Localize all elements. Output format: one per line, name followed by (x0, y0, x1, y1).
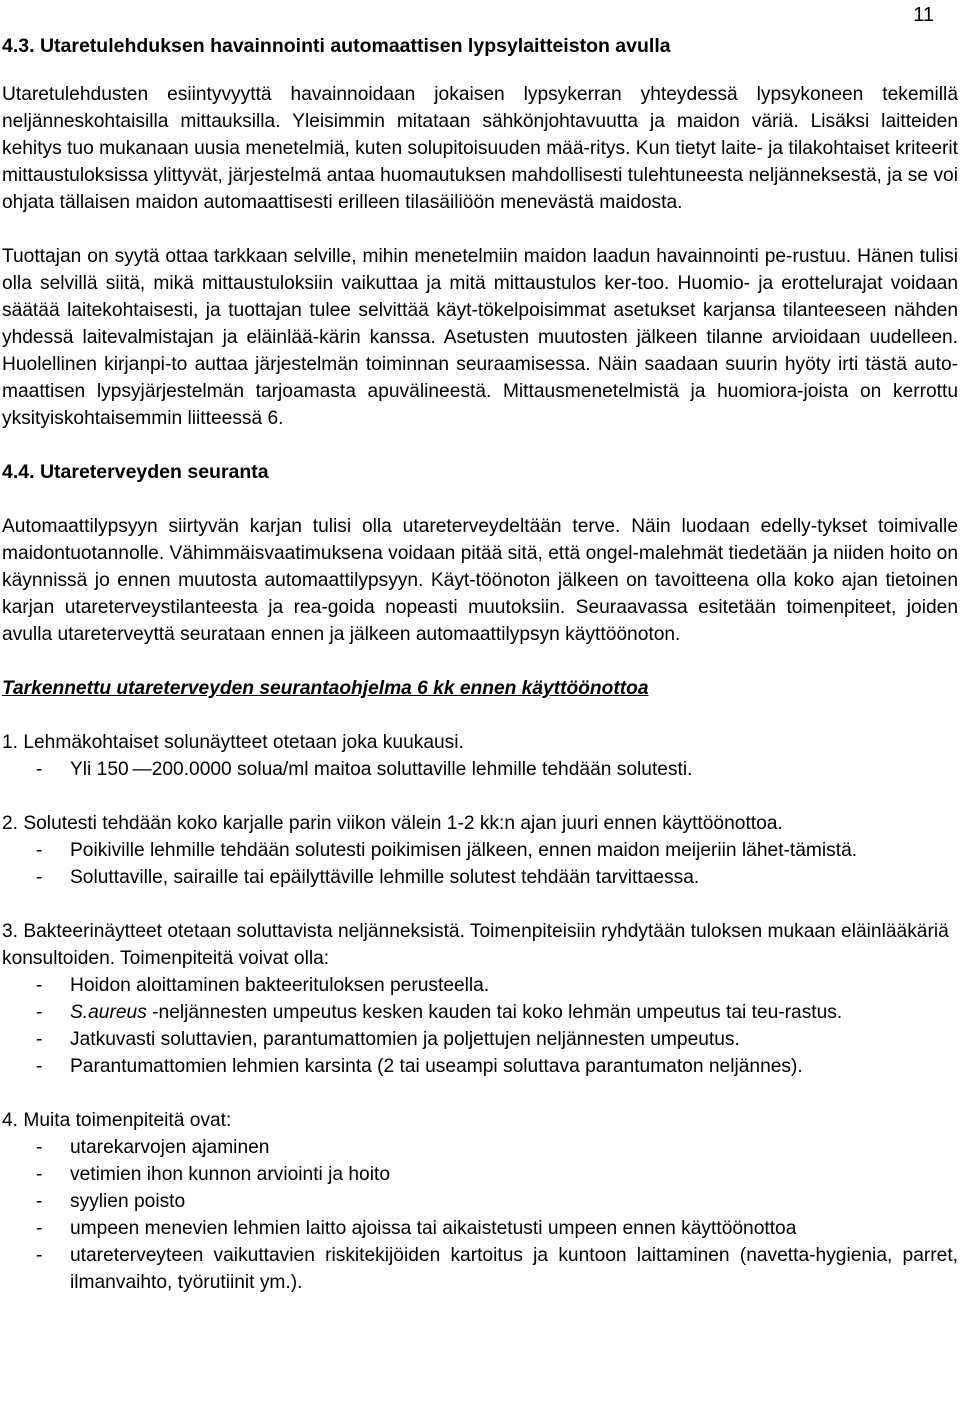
page-number: 11 (913, 4, 934, 26)
sub-list-text: Yli 150 —200.0000 solua/ml maitoa soluttaville lehmille tehdään solutesti. (70, 759, 693, 780)
dash-bullet: - (36, 1056, 43, 1077)
dash-bullet: - (36, 867, 43, 888)
dash-bullet: - (36, 1164, 43, 1185)
list-item-2: 2. Solutesti tehdään koko karjalle parin viikon välein 1-2 kk:n ajan juuri ennen käyttöönottoa. (2, 813, 783, 834)
numbered-list (2, 729, 958, 1296)
sub-list-item (2, 1134, 958, 1161)
sub-list-text: umpeen menevien lehmien laitto ajoissa tai aikaistetusti umpeen ennen käyttöönottoa (70, 1218, 797, 1239)
sub-list-text: Poikiville lehmille tehdään solutesti poikimisen jälkeen, ennen maidon meijeriin lähet-tämistä. (70, 840, 858, 861)
dash-bullet: - (36, 840, 43, 861)
sub-list-text: Soluttaville, sairaille tai epäilyttäville lehmille solutest tehdään tarvittaessa. (70, 867, 700, 888)
dash-bullet: - (36, 1218, 43, 1239)
dash-bullet: - (36, 1137, 43, 1158)
sub-list-text: Jatkuvasti soluttavien, parantumattomien ja poljettujen neljännesten umpeutus. (70, 1029, 740, 1050)
sub-list-item (2, 1161, 958, 1188)
sub-list-item (2, 837, 958, 864)
sub-list-item (2, 1053, 958, 1080)
list-item-1: 1. Lehmäkohtaiset solunäytteet otetaan joka kuukausi. (2, 732, 464, 753)
sub-list-item (2, 1242, 958, 1296)
sub-list-item (2, 999, 958, 1026)
page-content (2, 33, 958, 1296)
sub-list-text: utarekarvojen ajaminen (70, 1137, 270, 1158)
dash-bullet: - (36, 1002, 43, 1023)
section-heading-4-4: 4.4. Utareterveyden seuranta (2, 461, 269, 483)
sub-list-text: Parantumattomien lehmien karsinta (2 tai useampi soluttava parantumaton neljännes). (70, 1056, 803, 1077)
sub-list-text: syylien poisto (70, 1191, 186, 1212)
section-heading-4-3: 4.3. Utaretulehduksen havainnointi automaattisen lypsylaitteiston avulla (2, 35, 671, 57)
dash-bullet: - (36, 975, 43, 996)
sub-list-text: utareterveyteen vaikuttavien riskitekijöiden kartoitus ja kuntoon laittaminen (navetta-hygienia, parret, ilmanvaihto, työrutiinit ym.). (70, 1245, 958, 1293)
sub-list-text (70, 999, 958, 1026)
dash-bullet: - (36, 1245, 43, 1266)
sub-list-item (2, 1188, 958, 1215)
paragraph: Automaattilypsyyn siirtyvän karjan tulisi olla utareterveydeltään terve. Näin luodaan edelly-tykset toimivalle maidontuotannolle. Vähimmäisvaatimuksena voidaan pitää sitä, että ongel-malehmät tiedetään ja niiden hoito on käynnissä jo ennen muutosta automaattilypsyyn. Käyt-töönoton jälkeen on tavoitteena olla koko ajan tietoinen karjan utareterveystilanteesta ja rea-goida nopeasti muutoksiin. Seuraavassa esitetään toimenpiteet, joiden avulla utareterveyttä seurataan ennen ja jälkeen automaattilypsyn käyttöönoton. (2, 516, 958, 645)
dash-bullet: - (36, 1029, 43, 1050)
list-item-4: 4. Muita toimenpiteitä ovat: (2, 1110, 232, 1131)
paragraph: Utaretulehdusten esiintyvyyttä havainnoidaan jokaisen lypsykerran yhteydessä lypsykoneen tekemillä neljänneskohtaisilla mittauksilla. Yleisimmin mitataan sähkönjohtavuutta ja maidon väriä. Lisäksi laitteiden kehitys tuo mukanaan uusia menetelmiä, kuten solupitoisuuden mää-ritys. Kun tietyt laite- ja tilakohtaiset kriteerit mittaustuloksissa ylittyvät, järjestelmä antaa huomautuksen mahdollisesti tulehtuneesta neljänneksestä, ja se voi ohjata tällaisen maidon automaattisesti erilleen tilasäiliöön menevästä maidosta. (2, 84, 958, 213)
sub-list-item (2, 864, 958, 891)
dash-bullet: - (36, 759, 43, 780)
program-title: Tarkennettu utareterveyden seurantaohjelma 6 kk ennen käyttöönottoa (2, 678, 649, 699)
sub-list-item (2, 1026, 958, 1053)
species-name: S.aureus (70, 1002, 147, 1023)
paragraph: Tuottajan on syytä ottaa tarkkaan selville, mihin menetelmiin maidon laadun havainnointi pe-rustuu. Hänen tulisi olla selvillä siitä, mikä mittaustuloksiin vaikuttaa ja mitä mittaustulos ker-too. Huomio- ja erottelurajat voidaan säätää laitekohtaisesti, ja tuottajan tulee selvittää käyt-tökelpoisimmat asetukset karjansa tilanteeseen nähden yhdessä laitevalmistajan ja eläinlää-kärin kanssa. Asetusten muutosten jälkeen tilanne arvioidaan uudelleen. Huolellinen kirjanpi-to auttaa järjestelmän toiminnan seuraamisessa. Näin saadaan suurin hyöty irti tästä auto-maattisen lypsyjärjestelmän tarjoamasta apuvälineestä. Mittausmenetelmistä ja huomiora-joista on kerrottu yksityiskohtaisemmin liitteessä 6. (2, 246, 958, 429)
sub-list-item (2, 756, 958, 783)
dash-bullet: - (36, 1191, 43, 1212)
sub-list-text: Hoidon aloittaminen bakteerituloksen perusteella. (70, 975, 490, 996)
sub-list-item (2, 972, 958, 999)
sub-list-item (2, 1215, 958, 1242)
sub-list-text-rest: -neljännesten umpeutus kesken kauden tai koko lehmän umpeutus tai teu-rastus. (146, 1002, 843, 1023)
sub-list-text: vetimien ihon kunnon arviointi ja hoito (70, 1164, 390, 1185)
list-item-3: 3. Bakteerinäytteet otetaan soluttavista neljänneksistä. Toimenpiteisiin ryhdytään tuloksen mukaan eläinlääkäriä konsultoiden. Toimenpiteitä voivat olla: (2, 921, 949, 969)
